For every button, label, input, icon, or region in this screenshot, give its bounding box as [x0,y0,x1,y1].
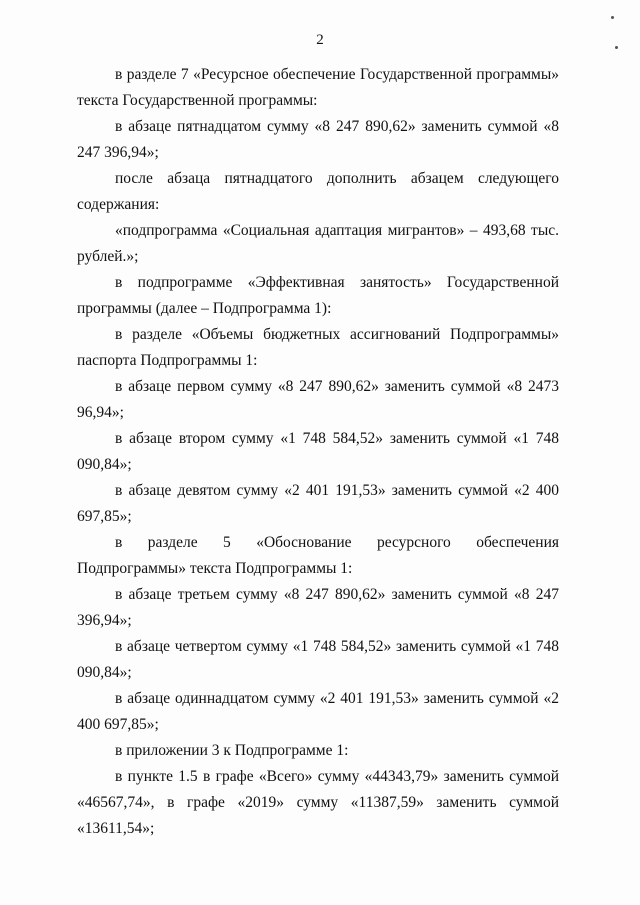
paragraph: в разделе 7 «Ресурсное обеспечение Государственной программы» текста Государственной программы: [77,66,559,109]
paragraph: в абзаце третьем сумму «8 247 890,62» заменить суммой «8 247 396,94»; [77,586,559,629]
paragraph: в абзаце девятом сумму «2 401 191,53» заменить суммой «2 400 697,85»; [77,482,559,525]
paragraph: в абзаце первом сумму «8 247 890,62» заменить суммой «8 2473 96,94»; [77,378,559,421]
document-body [77,62,559,842]
paragraph: в абзаце пятнадцатом сумму «8 247 890,62» заменить суммой «8 247 396,94»; [77,118,559,161]
scan-mark [611,16,614,19]
page-number: 2 [316,32,324,48]
paragraph: в абзаце одиннадцатом сумму «2 401 191,53» заменить суммой «2 400 697,85»; [77,690,559,733]
paragraph: в абзаце четвертом сумму «1 748 584,52» заменить суммой «1 748 090,84»; [77,638,559,681]
paragraph: после абзаца пятнадцатого дополнить абзацем следующего содержания: [77,170,559,213]
paragraph: «подпрограмма «Социальная адаптация мигрантов» – 493,68 тыс. рублей.»; [77,222,559,265]
paragraph: в подпрограмме «Эффективная занятость» Государственной программы (далее – Подпрограмма 1): [77,274,559,317]
scan-mark [615,46,618,49]
paragraph: в разделе 5 «Обоснование ресурсного обеспечения Подпрограммы» текста Подпрограммы 1: [77,534,559,577]
paragraph: в разделе «Объемы бюджетных ассигнований Подпрограммы» паспорта Подпрограммы 1: [77,326,559,369]
paragraph: в абзаце втором сумму «1 748 584,52» заменить суммой «1 748 090,84»; [77,430,559,473]
paragraph: в приложении 3 к Подпрограмме 1: [115,742,349,759]
paragraph: в пункте 1.5 в графе «Всего» сумму «44343,79» заменить суммой «46567,74», в графе «2019» сумму «11387,59» заменить суммой «13611,54»; [77,768,559,837]
